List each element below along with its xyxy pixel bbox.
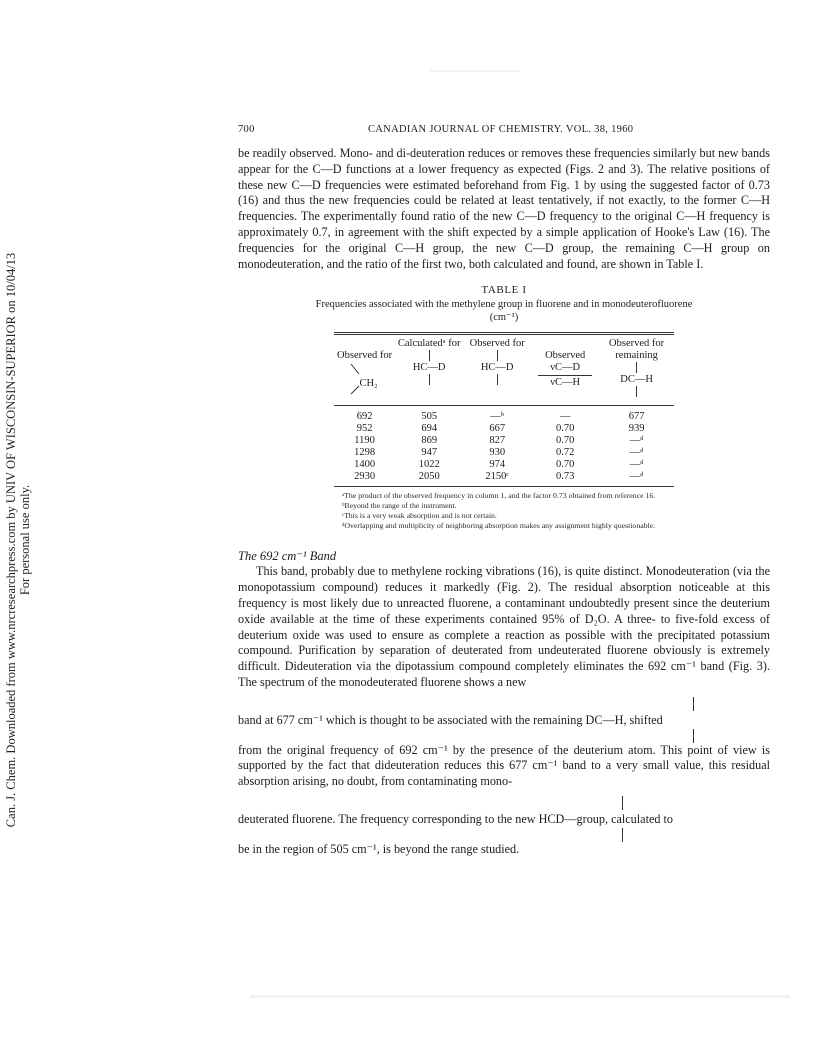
table-row bbox=[334, 471, 674, 487]
table-cell: — bbox=[559, 411, 571, 423]
table-row bbox=[334, 435, 674, 447]
bond-line-icon bbox=[693, 729, 694, 743]
scan-artifact-top bbox=[430, 70, 520, 72]
line-hcd-group: deuterated fluorene. The frequency corresponding to the new HCD—group, calculated to bbox=[238, 811, 673, 826]
table-cell: —ᵈ bbox=[629, 471, 644, 483]
bond-line-icon bbox=[693, 697, 694, 711]
table-cell: 0.70 bbox=[556, 435, 575, 447]
table-cell: 2050 bbox=[418, 471, 440, 483]
table-cell: 1022 bbox=[418, 459, 440, 471]
col-header-calculated-hcd: Calculatedᵃ for HC—D bbox=[395, 334, 463, 406]
table-cell: 667 bbox=[489, 423, 506, 435]
table-cell: 505 bbox=[421, 411, 438, 423]
table-cell: 2930 bbox=[354, 471, 376, 483]
table-body bbox=[334, 406, 674, 487]
paragraph-deuterium-shift: from the original frequency of 692 cm⁻¹ by the presence of the deuterium atom. This point of view is supported by the fact that dideuteration reduces this 677 cm⁻¹ band to a very small value, this residual absorption arising, no doubt, from contaminating mono- bbox=[238, 742, 770, 789]
bond-marker-row-3 bbox=[238, 790, 770, 812]
running-head bbox=[238, 124, 770, 140]
scan-artifact-bottom bbox=[250, 995, 790, 998]
table-footnote: ᵃThe product of the observed frequency in column 1, and the factor 0.73 obtained from reference 16. bbox=[342, 491, 656, 501]
table-row bbox=[334, 406, 674, 424]
paragraph-intro: be readily observed. Mono- and di-deuteration reduces or removes these frequencies similarly but new bands appear for the C—D functions at a lower frequency as expected (Figs. 2 and 3). The relative positions of these new C—D frequencies were estimated beforehand from Fig. 1 by using the suggested factor of 0.73 (16) and thus the new frequencies could be related at least tentatively, if not exactly, to the former C—H frequencies. The experimentally found ratio of the new C—D frequency to the original C—H frequency is approximately 0.7, in agreement with the shift expected by a simple application of Hooke's Law (16). The frequencies for the original C—H group, the new C—D group, the remaining C—H group on monodeuteration, and the ratio of the first two, both calculated and found, are shown in Table I. bbox=[238, 146, 770, 271]
frequency-table bbox=[334, 332, 674, 487]
page-number: 700 bbox=[238, 124, 255, 135]
table-cell: —ᵈ bbox=[629, 435, 644, 447]
table-cell: 827 bbox=[489, 435, 506, 447]
table-cell: 677 bbox=[628, 411, 645, 423]
table-header-row bbox=[334, 334, 674, 406]
table-cell: 947 bbox=[421, 447, 438, 459]
table-cell: 1190 bbox=[354, 435, 375, 447]
journal-title: CANADIAN JOURNAL OF CHEMISTRY. VOL. 38, 1960 bbox=[368, 124, 634, 135]
table-footnote: ᶜThis is a very weak absorption and is not certain. bbox=[342, 511, 497, 521]
table-row bbox=[334, 459, 674, 471]
bond-marker-row-1 bbox=[238, 691, 770, 713]
table-cell: 0.70 bbox=[556, 459, 575, 471]
table-cell: 1400 bbox=[354, 459, 376, 471]
bond-line-icon bbox=[622, 796, 623, 810]
table-cell: 694 bbox=[421, 423, 438, 435]
watermark-line-2: For personal use only. bbox=[18, 484, 32, 596]
line-677-band: band at 677 cm⁻¹ which is thought to be associated with the remaining DC—H, shifted bbox=[238, 712, 663, 727]
section-heading: The 692 cm⁻¹ Band bbox=[238, 549, 337, 564]
table-cell: 974 bbox=[489, 459, 506, 471]
table-footnotes bbox=[334, 491, 676, 531]
table-cell: 930 bbox=[489, 447, 506, 459]
col-header-ratio: Observed νC—D νC—H bbox=[531, 334, 599, 406]
watermark-line-1: Can. J. Chem. Downloaded from www.nrcresearchpress.com by UNIV OF WISCONSIN-SUPERIOR on 10/04/13 bbox=[4, 252, 18, 828]
table-cell: 869 bbox=[421, 435, 438, 447]
table-caption: Frequencies associated with the methylene group in fluorene and in monodeuterofluorene (cm⁻¹) bbox=[315, 299, 693, 324]
table-row bbox=[334, 423, 674, 435]
table-cell: 0.72 bbox=[556, 447, 575, 459]
table-cell: —ᵇ bbox=[490, 411, 505, 423]
col-header-remaining-dch: Observed for remaining DC—H bbox=[599, 334, 674, 406]
table-cell: —ᵈ bbox=[629, 459, 644, 471]
table-cell: 952 bbox=[356, 423, 373, 435]
col-header-observed-hcd: Observed for HC—D bbox=[463, 334, 531, 406]
table-footnote: ᵇBeyond the range of the instrument. bbox=[342, 501, 457, 511]
page-body bbox=[238, 124, 770, 858]
table-cell: 1298 bbox=[354, 447, 376, 459]
table-footnote: ᵈOverlapping and multiplicity of neighboring absorption makes any assignment highly questionable. bbox=[342, 521, 656, 531]
table-row bbox=[334, 447, 674, 459]
table-cell: 939 bbox=[628, 423, 645, 435]
table-cell: 0.70 bbox=[556, 423, 575, 435]
table-cell: 692 bbox=[356, 411, 373, 423]
bond-marker-row-2 bbox=[238, 729, 770, 743]
table-cell: 0.73 bbox=[556, 471, 575, 483]
table-number: TABLE I bbox=[481, 284, 527, 297]
line-505-region: be in the region of 505 cm⁻¹, is beyond the range studied. bbox=[238, 841, 520, 856]
paragraph-692-band: This band, probably due to methylene rocking vibrations (16), is quite distinct. Monodeuteration (via the monopotassium compound) reduces it markedly (Fig. 2). The residual absorption noticeable at this frequency is most likely due to unreacted fluorene, a contaminant undoubtedly present since the deuterium oxide available at the time of these experiments contained 95% of D₂O. A three- to five-fold excess of deuterium oxide was used to ensure as complete a reaction as possible with the precipitated potassium compound. Purification by separation of deuterated from undeuterated fluorene obviously is extremely difficult. Dideuteration via the dipotassium compound completely eliminates the 692 cm⁻¹ band (Fig. 3). The spectrum of the monodeuterated fluorene shows a new bbox=[238, 564, 770, 689]
download-watermark bbox=[4, 240, 34, 840]
bond-marker-row-4 bbox=[238, 828, 770, 842]
bond-line-icon bbox=[622, 828, 623, 842]
col-header-observed-ch2: Observed for CH₂ bbox=[334, 334, 395, 406]
table-cell: 2150ᶜ bbox=[485, 471, 510, 483]
table-cell: —ᵈ bbox=[629, 447, 644, 459]
